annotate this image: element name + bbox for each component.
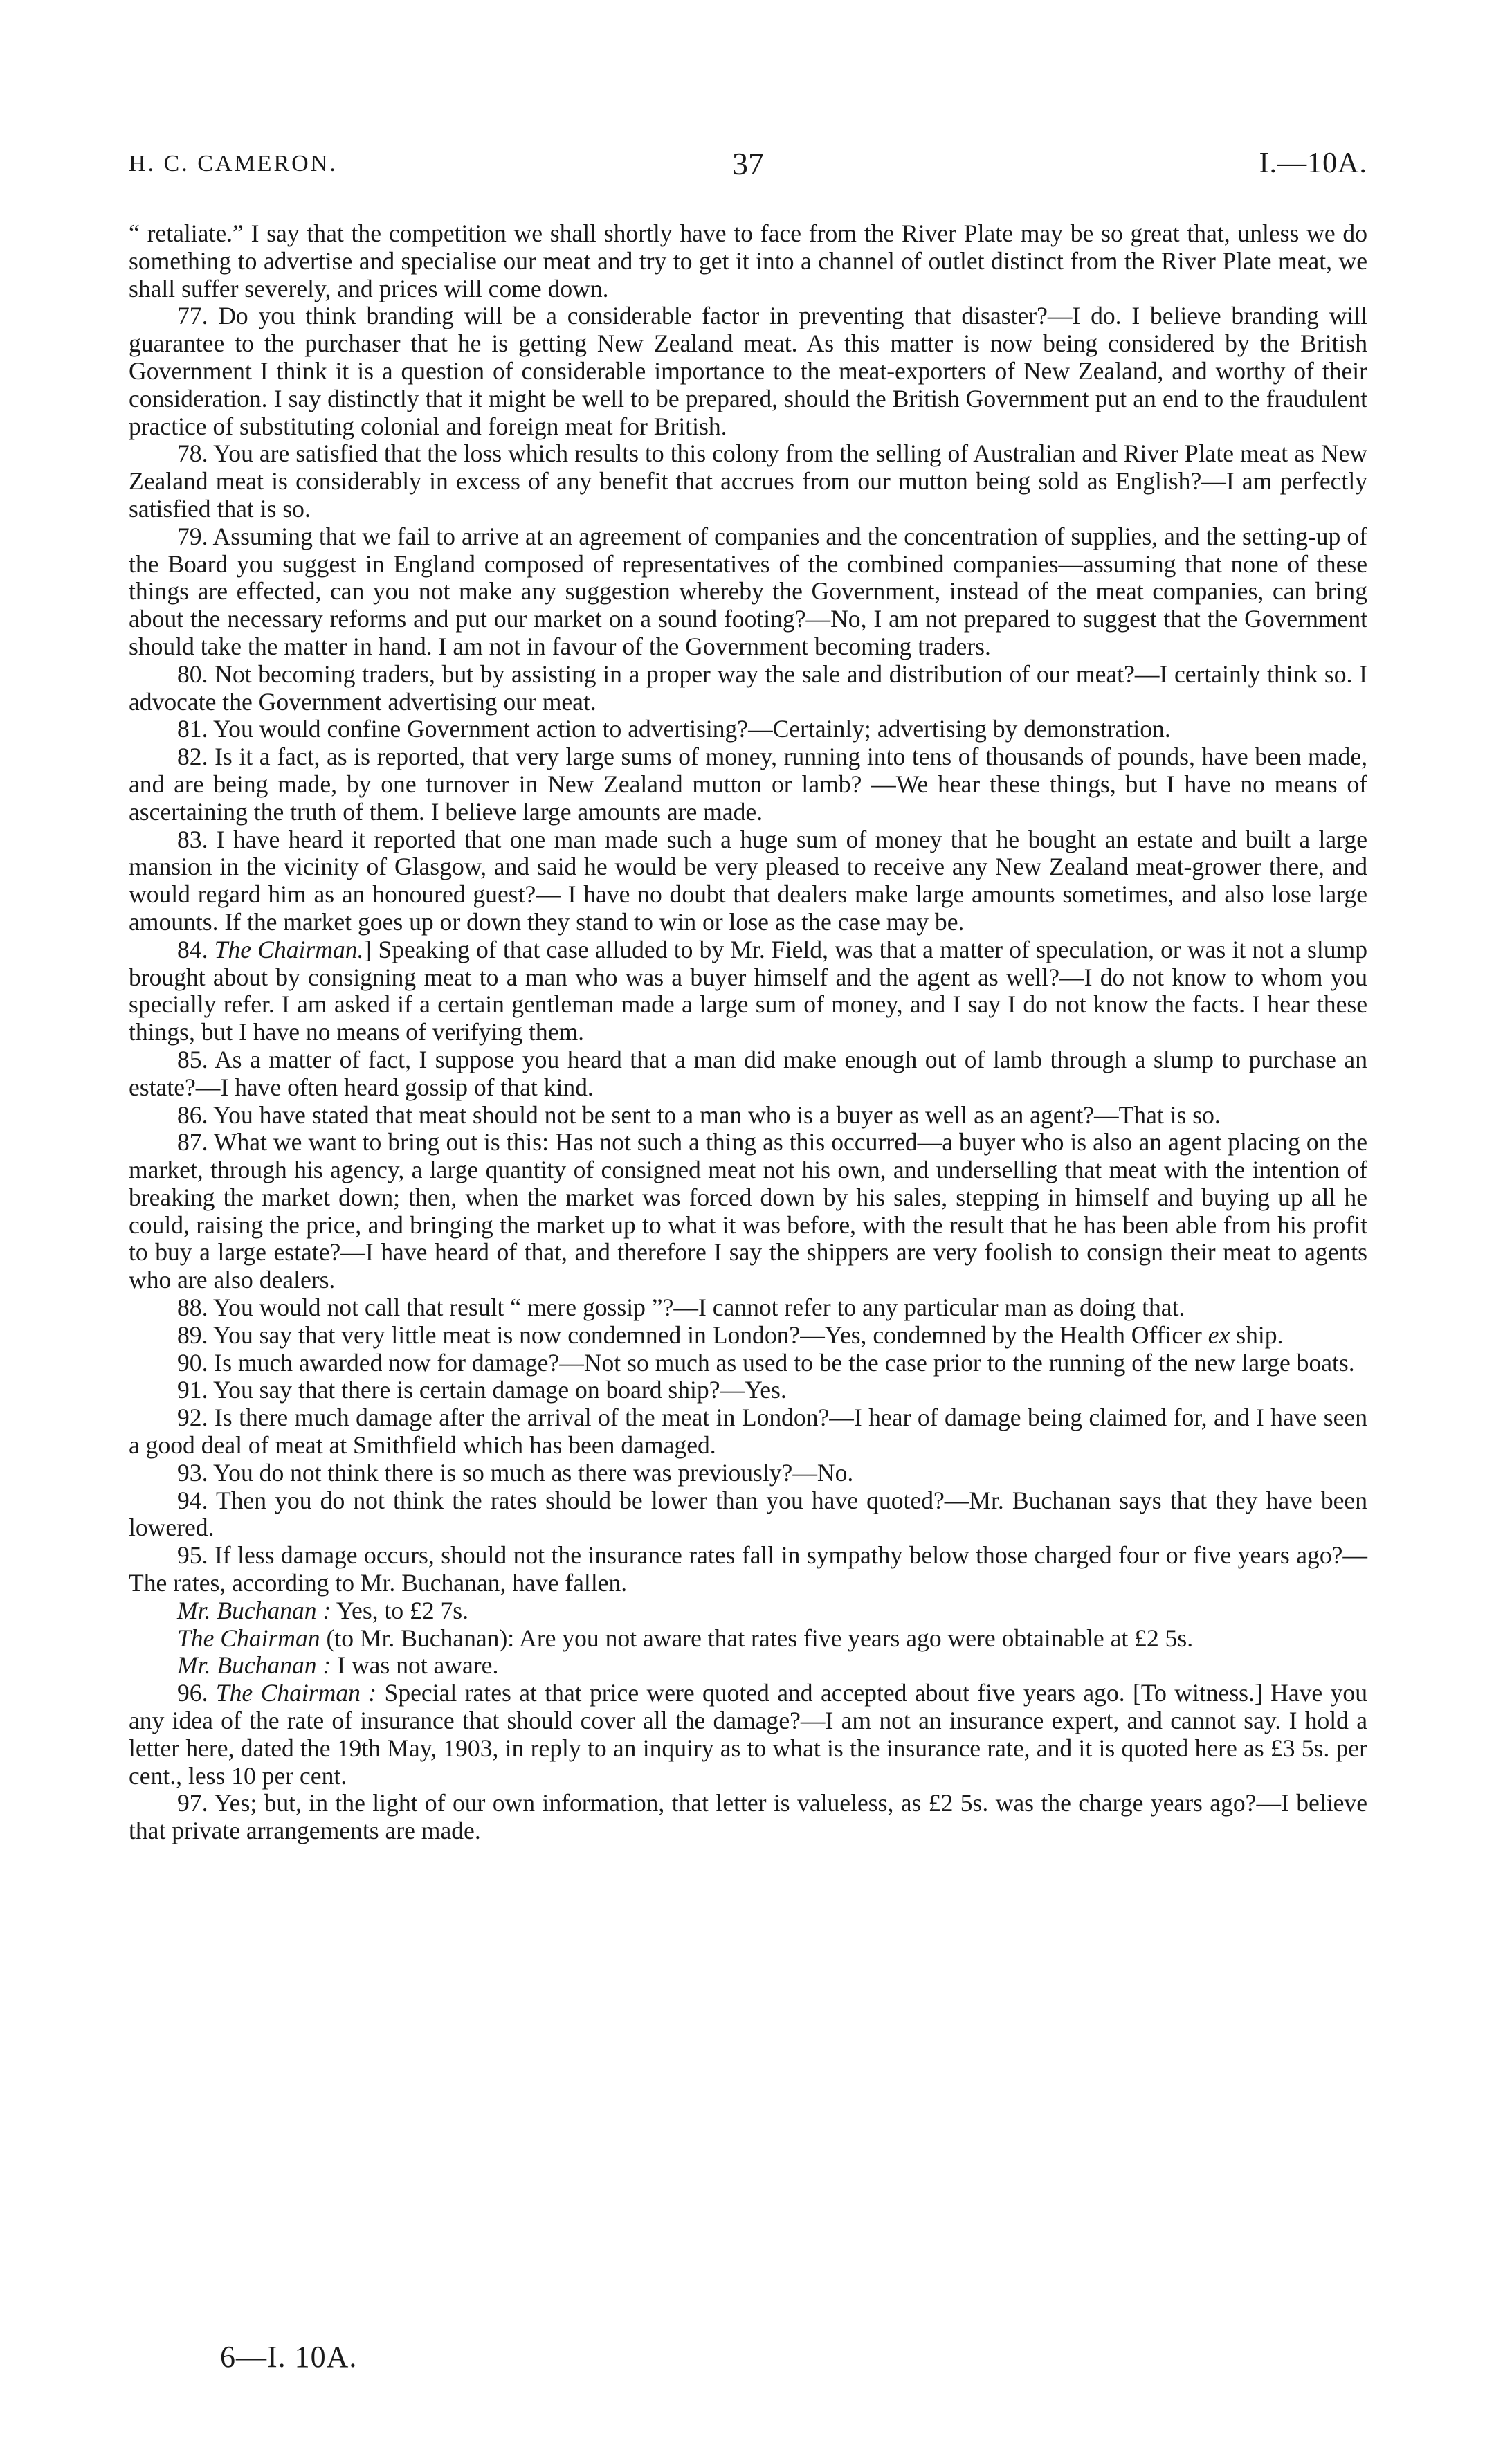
speaker-label: The Chairman.	[214, 935, 364, 963]
interjection-buchanan-1	[129, 1597, 1367, 1625]
question-90: 90. Is much awarded now for damage?—Not so much as used to be the case prior to the running of the new large boats.	[177, 1348, 1355, 1377]
question-94: 94. Then you do not think the rates should be lower than you have quoted?—Mr. Buchanan says that they have been lowered.	[129, 1486, 1367, 1542]
question-96	[129, 1680, 1367, 1790]
testimony-body	[129, 220, 1367, 1845]
interjection-chairman	[129, 1625, 1367, 1653]
question-91: 91. You say that there is certain damage on board ship?—Yes.	[177, 1376, 787, 1404]
question-87: 87. What we want to bring out is this: Has not such a thing as this occurred—a buyer who is also an agent placing on the market, through his agency, a large quantity of consigned meat not his own, and underselling that meat with the intention of breaking the market down; then, when the market was forced down by his sales, stepping in himself and buying up all he could, raising the price, and bringing the market up to what it was before, with the result that he has been able from his profit to buy a large estate?—I have heard of that, and therefore I say the shippers are very foolish to consign their meat to agents who are also dealers.	[129, 1128, 1367, 1294]
paragraph-continuation: “ retaliate.” I say that the competition we shall shortly have to face from the River Plate may be so great that, unless we do something to advertise and specialise our meat and try to get it into a channel of outlet distinct from the River Plate meat, we shall suffer severely, and prices will come down.	[129, 219, 1367, 302]
interjection-text: (to Mr. Buchanan): Are you not aware that rates five years ago were obtainable at £2 5s.	[320, 1624, 1194, 1652]
question-89-text-b: ship.	[1230, 1320, 1284, 1349]
question-96-number: 96.	[177, 1679, 216, 1707]
interjection-text: I was not aware.	[331, 1651, 499, 1680]
speaker-label: Mr. Buchanan :	[177, 1596, 331, 1624]
question-82: 82. Is it a fact, as is reported, that very large sums of money, running into tens of thousands of pounds, have been made, and are being made, by one turnover in New Zealand mutton or lamb? —We hear these things, but I have no means of ascertaining the truth of them. I believe large amounts are made.	[129, 743, 1367, 826]
question-84-number: 84.	[177, 935, 215, 963]
speaker-label: The Chairman :	[215, 1679, 377, 1707]
interjection-buchanan-2	[129, 1652, 1367, 1680]
question-93: 93. You do not think there is so much as there was previously?—No.	[177, 1458, 854, 1487]
question-97: 97. Yes; but, in the light of our own information, that letter is valueless, as £2 5s. was the charge years ago?—I believe that private arrangements are made.	[129, 1789, 1367, 1845]
question-96-text: Special rates at that price were quoted and accepted about five years ago. [To witness.] Have you any idea of the rate of insurance that should cover all the damage?—I am not an insurance expert, and cannot say. I hold a letter here, dated the 19th May, 1903, in reply to an inquiry as to what is the insurance rate, and it is quoted here as £3 5s. per cent., less 10 per cent.	[129, 1679, 1367, 1790]
question-77: 77. Do you think branding will be a considerable factor in preventing that disaster?—I do. I believe branding will guarantee to the purchaser that he is getting New Zealand meat. As this matter is now being considered by the British Government I think it is a question of considerable importance to the meat-exporters of New Zealand, and worthy of their consideration. I say distinctly that it might be well to be prepared, should the British Government put an end to the fraudulent practice of substituting colonial and foreign meat for British.	[129, 302, 1367, 440]
question-89	[129, 1322, 1367, 1350]
header-witness-name: H. C. CAMERON.	[129, 151, 338, 176]
speaker-label: The Chairman	[177, 1624, 320, 1652]
question-86: 86. You have stated that meat should not be sent to a man who is a buyer as well as an agent?—That is so.	[177, 1100, 1221, 1129]
question-92: 92. Is there much damage after the arrival of the meat in London?—I hear of damage being claimed for, and I have seen a good deal of meat at Smithfield which has been damaged.	[129, 1404, 1367, 1460]
question-84	[129, 936, 1367, 1046]
question-81: 81. You would confine Government action to advertising?—Certainly; advertising by demonstration.	[177, 715, 1171, 743]
question-84-text: ] Speaking of that case alluded to by Mr. Field, was that a matter of speculation, or was it not a slump brought about by consigning meat to a man who was a buyer himself and the agent as well?—I do not know to whom you specially refer. I am asked if a certain gentleman made a large sum of money, and I say I do not know the facts. I hear these things, but I have no means of verifying them.	[129, 935, 1368, 1046]
question-80: 80. Not becoming traders, but by assisting in a proper way the sale and distribution of our meat?—I certainly think so. I advocate the Government advertising our meat.	[129, 660, 1367, 716]
question-95: 95. If less damage occurs, should not the insurance rates fall in sympathy below those charged four or five years ago?—The rates, according to Mr. Buchanan, have fallen.	[129, 1541, 1367, 1597]
question-89-text-a: 89. You say that very little meat is now condemned in London?—Yes, condemned by the Health Officer	[177, 1320, 1208, 1349]
question-83: 83. I have heard it reported that one man made such a huge sum of money that he bought an estate and built a large mansion in the vicinity of Glasgow, and said he would be very pleased to receive any New Zealand meat-grower there, and would regard him as an honoured guest?— I have no doubt that dealers make large amounts sometimes, and also lose large amounts. If the market goes up or down they stand to win or lose as the case may be.	[129, 825, 1367, 936]
question-88: 88. You would not call that result “ mere gossip ”?—I cannot refer to any particular man as doing that.	[177, 1293, 1185, 1322]
speaker-label: Mr. Buchanan :	[177, 1651, 331, 1680]
interjection-text: Yes, to £2 7s.	[331, 1596, 469, 1624]
signature-mark: 6—I. 10A.	[220, 2340, 358, 2374]
page-number: 37	[732, 146, 764, 181]
running-header	[129, 145, 1367, 187]
header-paper-reference: I.—10A.	[1259, 147, 1367, 179]
question-79: 79. Assuming that we fail to arrive at an agreement of companies and the concentration of supplies, and the setting-up of the Board you suggest in England composed of representatives of the combined companies—assuming that none of these things are effected, can you not make any suggestion whereby the Government, instead of the meat companies, can bring about the necessary reforms and put our market on a sound footing?—No, I am not prepared to suggest that the Government should take the matter in hand. I am not in favour of the Government becoming traders.	[129, 522, 1367, 660]
latin-term: ex	[1208, 1320, 1230, 1349]
question-85: 85. As a matter of fact, I suppose you heard that a man did make enough out of lamb through a slump to purchase an estate?—I have often heard gossip of that kind.	[129, 1045, 1367, 1101]
question-78: 78. You are satisfied that the loss which results to this colony from the selling of Australian and River Plate meat as New Zealand meat is considerably in excess of any benefit that accrues from our mutton being sold as English?—I am perfectly satisfied that is so.	[129, 439, 1367, 523]
